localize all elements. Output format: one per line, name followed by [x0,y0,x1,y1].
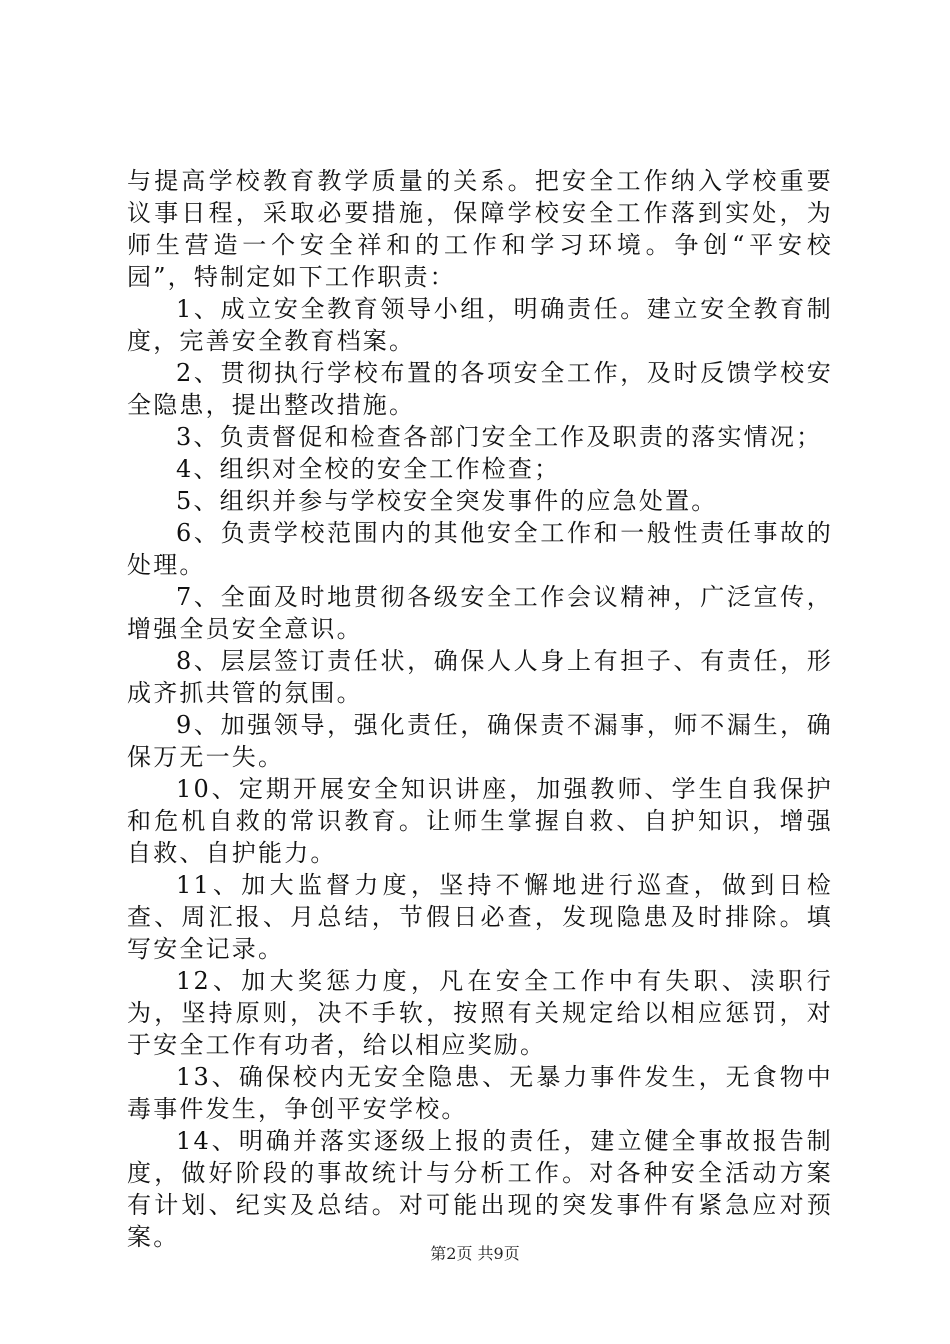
paragraph-item-1: 1、成立安全教育领导小组，明确责任。建立安全教育制度，完善安全教育档案。 [127,295,833,355]
document-body [127,165,833,1253]
paragraph-item-4: 4、组织对全校的安全工作检查； [176,455,561,483]
paragraph-item-11: 11、加大监督力度，坚持不懈地进行巡查，做到日检查、周汇报、月总结，节假日必查，发现隐患及时排除。填写安全记录。 [127,871,833,963]
page-number-footer: 第2页 共9页 [430,1244,520,1263]
paragraph-item-3: 3、负责督促和检查各部门安全工作及职责的落实情况； [176,423,823,451]
paragraph-item-14: 14、明确并落实逐级上报的责任，建立健全事故报告制度，做好阶段的事故统计与分析工作。对各种安全活动方案有计划、纪实及总结。对可能出现的突发事件有紧急应对预案。 [127,1127,833,1251]
paragraph-item-5: 5、组织并参与学校安全突发事件的应急处置。 [176,487,718,515]
paragraph-item-6: 6、负责学校范围内的其他安全工作和一般性责任事故的处理。 [127,519,833,579]
paragraph-item-10: 10、定期开展安全知识讲座，加强教师、学生自我保护和危机自救的常识教育。让师生掌握自救、自护知识，增强自救、自护能力。 [127,775,833,867]
paragraph-item-9: 9、加强领导，强化责任，确保责不漏事，师不漏生，确保万无一失。 [127,711,833,771]
paragraph-item-8: 8、层层签订责任状，确保人人身上有担子、有责任，形成齐抓共管的氛围。 [127,647,833,707]
paragraph-item-7: 7、全面及时地贯彻各级安全工作会议精神，广泛宣传，增强全员安全意识。 [127,583,833,643]
paragraph-item-12: 12、加大奖惩力度，凡在安全工作中有失职、渎职行为，坚持原则，决不手软，按照有关规定给以相应惩罚，对于安全工作有功者，给以相应奖励。 [127,967,833,1059]
paragraph-intro: 与提高学校教育教学质量的关系。把安全工作纳入学校重要议事日程，采取必要措施，保障学校安全工作落到实处，为师生营造一个安全祥和的工作和学习环境。争创“平安校园”，特制定如下工作职责： [127,167,833,291]
paragraph-item-13: 13、确保校内无安全隐患、无暴力事件发生，无食物中毒事件发生，争创平安学校。 [127,1063,833,1123]
paragraph-item-2: 2、贯彻执行学校布置的各项安全工作，及时反馈学校安全隐患，提出整改措施。 [127,359,833,419]
